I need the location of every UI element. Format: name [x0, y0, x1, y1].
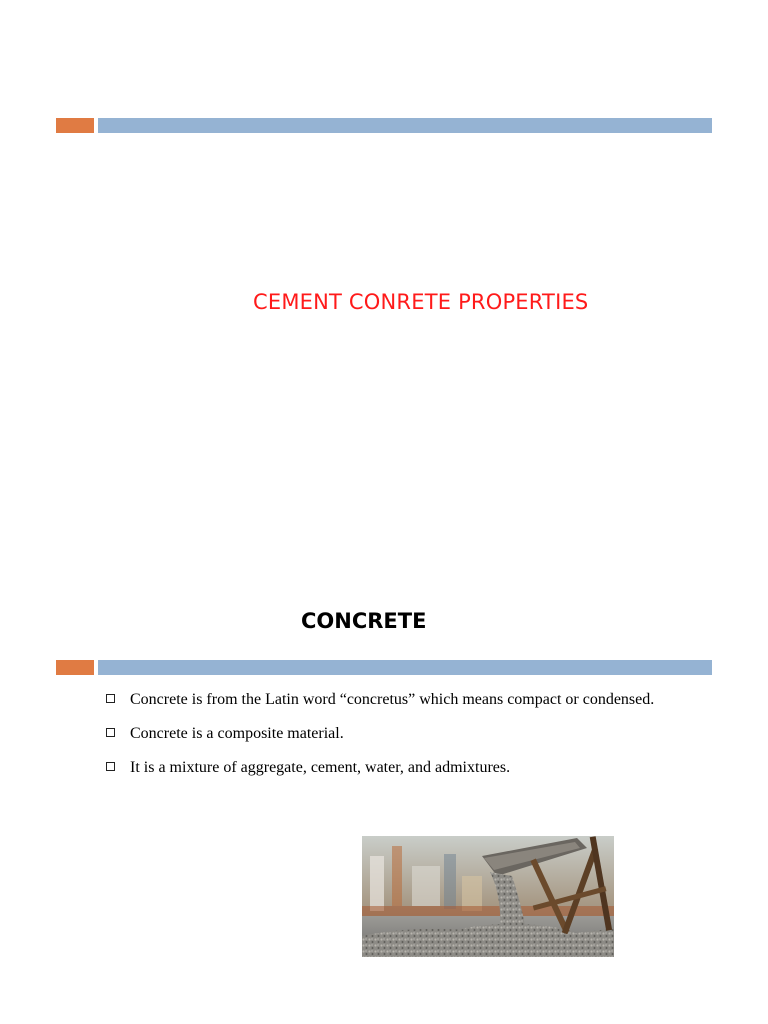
square-bullet-icon	[106, 728, 115, 737]
list-item	[106, 721, 680, 746]
header-rule-blue	[98, 118, 712, 133]
section-rule-orange	[56, 660, 94, 675]
square-bullet-icon	[106, 762, 115, 771]
section-rule-blue	[98, 660, 712, 675]
bullet-text: It is a mixture of aggregate, cement, water, and admixtures.	[130, 759, 511, 776]
slide-title: CEMENT CONRETE PROPERTIES	[253, 290, 589, 314]
header-rule-orange	[56, 118, 94, 133]
list-item	[106, 687, 680, 712]
bullet-text: Concrete is a composite material.	[130, 725, 344, 742]
section-title: CONCRETE	[301, 609, 427, 633]
list-item	[106, 755, 680, 780]
square-bullet-icon	[106, 694, 115, 703]
bullet-list	[106, 687, 680, 789]
concrete-pour-photo	[362, 836, 614, 957]
bullet-text: Concrete is from the Latin word “concretus” which means compact or condensed.	[130, 691, 655, 708]
